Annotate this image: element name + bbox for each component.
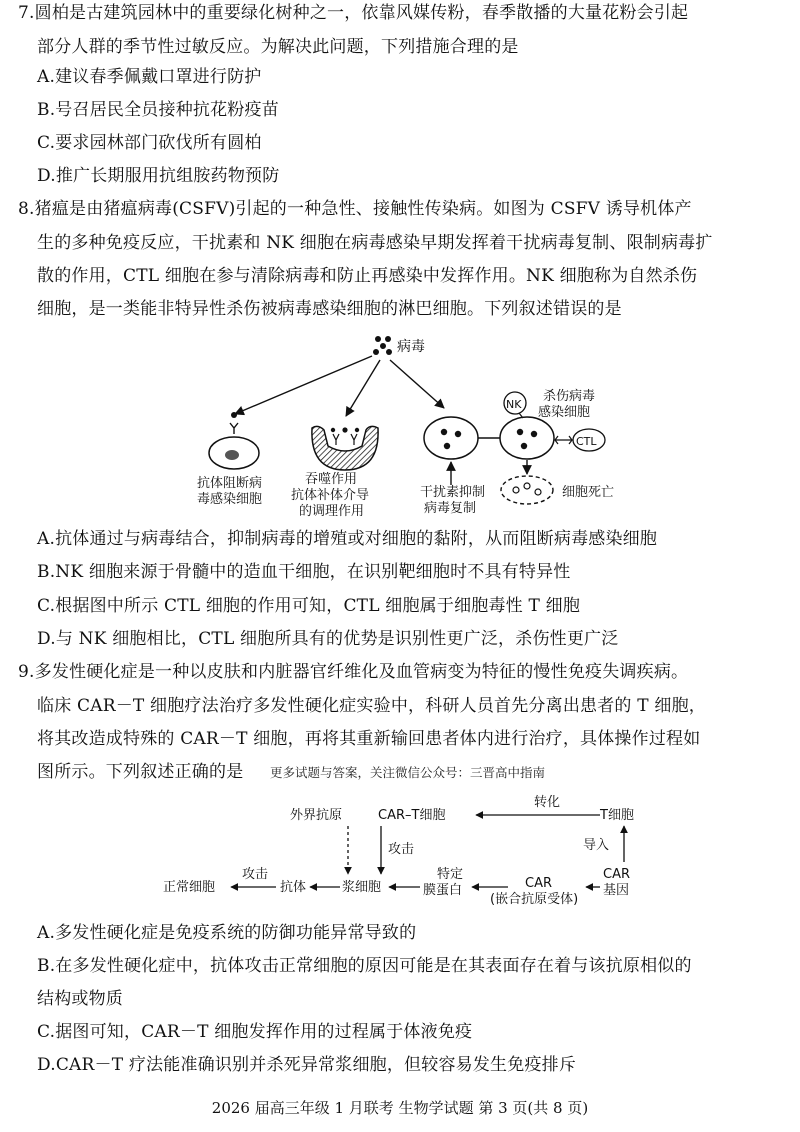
external-antigen-label: 外界抗原 (290, 808, 343, 823)
import-label: 导入 (583, 838, 610, 853)
car-gene-label (603, 867, 634, 898)
antibody-label-line-2: 毒感染细胞 (197, 492, 263, 507)
car-t-cell-label: CAR–T细胞 (378, 808, 446, 823)
membrane-protein-line-2: 膜蛋白 (423, 883, 463, 898)
q8-option-a: A.抗体通过与病毒结合，抑制病毒的增殖或对细胞的黏附，从而阻断病毒感染细胞 (37, 529, 658, 549)
plasma-cell-label: 浆细胞 (342, 880, 382, 895)
interferon-label (420, 484, 489, 516)
arrow-to-infected-cell (390, 360, 444, 408)
antibody-icon (230, 412, 238, 434)
q7-stem-line-2: 部分人群的季节性过敏反应。为解决此问题，下列措施合理的是 (37, 37, 519, 57)
attack-left-label: 攻击 (242, 867, 269, 882)
watermark-text: 更多试题与答案，关注微信公众号：三晋高中指南 (270, 765, 546, 780)
car-t-diagram (163, 795, 634, 907)
ctl-contact-icon (555, 436, 572, 444)
car-label: CAR (525, 876, 553, 891)
q7-option-c: C.要求园林部门砍伐所有圆柏 (37, 133, 262, 153)
antibody-label (197, 475, 266, 507)
interferon-label-line-1: 干扰素抑制 (420, 485, 486, 500)
q9-option-d: D.CAR－T 疗法能准确识别并杀死异常浆细胞，但较容易发生免疫排斥 (37, 1055, 577, 1075)
q9-stem-line-1: 9.多发性硬化症是一种以皮肤和内脏器官纤维化及血管病变为特征的慢性免疫失调疾病。 (18, 662, 689, 682)
q8-stem-line-3: 散的作用，CTL 细胞在参与清除病毒和防止再感染中发挥作用。NK 细胞称为自然杀伤 (37, 266, 698, 286)
virus-icon (373, 336, 392, 355)
infected-cell-icon (424, 417, 478, 459)
q9-option-c: C.据图可知，CAR－T 细胞发挥作用的过程属于体液免疫 (37, 1022, 473, 1042)
transform-label: 转化 (534, 795, 561, 810)
membrane-protein-label (423, 866, 467, 898)
nucleus-icon (225, 450, 239, 460)
nk-kill-label-line-1: 杀伤病毒 (543, 389, 596, 404)
q8-stem-line-2: 生的多种免疫反应，干扰素和 NK 细胞在病毒感染早期发挥着干扰病毒复制、限制病毒扩 (37, 233, 713, 253)
arrow-to-phagocyte (346, 360, 380, 416)
q7-option-b: B.号召居民全员接种抗花粉疫苗 (37, 100, 279, 120)
attack-right-label: 攻击 (388, 842, 415, 857)
nk-kill-label (538, 388, 599, 420)
q9-option-b-cont: 结构或物质 (37, 989, 123, 1009)
interferon-label-line-2: 病毒复制 (424, 501, 477, 516)
antibody-node-label: 抗体 (280, 880, 307, 895)
q9-stem-line-3: 将其改造成特殊的 CAR－T 细胞，再将其重新输回患者体内进行治疗，具体操作过程如 (37, 729, 701, 749)
membrane-protein-line-1: 特定 (437, 867, 464, 882)
virus-label: 病毒 (397, 339, 425, 355)
q9-stem-line-2: 临床 CAR－T 细胞疗法治疗多发性硬化症实验中，科研人员首先分离出患者的 T 细胞， (37, 696, 706, 716)
page-footer: 2026 届高三年级 1 月联考 生物学试题 第 3 页(共 8 页) (211, 1099, 589, 1117)
q8-option-d: D.与 NK 细胞相比，CTL 细胞所具有的优势是识别性更广泛，杀伤性更广泛 (37, 629, 619, 649)
q7-option-a: A.建议春季佩戴口罩进行防护 (37, 67, 262, 87)
antibody-label-line-1: 抗体阻断病 (197, 476, 263, 491)
q8-option-b: B.NK 细胞来源于骨髓中的造血干细胞，在识别靶细胞时不具有特异性 (37, 562, 571, 582)
q9-option-a: A.多发性硬化症是免疫系统的防御功能异常导致的 (37, 923, 417, 943)
car-gene-line-1: CAR (603, 867, 631, 882)
arrow-to-antibody (235, 356, 372, 414)
ctl-label: CTL (576, 435, 597, 448)
q8-option-c: C.根据图中所示 CTL 细胞的作用可知，CTL 细胞属于细胞毒性 T 细胞 (37, 596, 581, 616)
phagocyte-icon (312, 426, 378, 470)
cell-death-label: 细胞死亡 (562, 485, 615, 500)
phagocyte-label-line-2: 抗体补体介导 (291, 488, 370, 503)
car-gene-line-2: 基因 (603, 883, 630, 898)
q9-stem-line-4: 图所示。下列叙述正确的是 (37, 762, 244, 782)
normal-cell-label: 正常细胞 (163, 880, 216, 895)
target-cell-icon (500, 417, 554, 459)
phagocyte-label-line-1: 吞噬作用 (305, 472, 358, 487)
nk-label: NK (506, 398, 522, 411)
dead-cell-icon (501, 476, 553, 504)
nk-kill-label-line-2: 感染细胞 (538, 405, 591, 420)
phagocyte-label-line-3: 的调理作用 (299, 504, 365, 519)
q7-stem-line-1: 7.圆柏是古建筑园林中的重要绿化树种之一，依靠风媒传粉，春季散播的大量花粉会引起 (18, 3, 689, 23)
q8-stem-line-1: 8.猪瘟是由猪瘟病毒(CSFV)引起的一种急性、接触性传染病。如图为 CSFV 诱导机体产 (18, 199, 692, 219)
q8-stem-line-4: 细胞，是一类能非特异性杀伤被病毒感染细胞的淋巴细胞。下列叙述错误的是 (37, 299, 622, 319)
t-cell-label: T细胞 (600, 808, 634, 823)
q9-option-b: B.在多发性硬化症中，抗体攻击正常细胞的原因可能是在其表面存在着与该抗原相似的 (37, 956, 692, 976)
phagocyte-label (291, 472, 373, 519)
car-sub-label: (嵌合抗原受体) (490, 892, 579, 907)
q7-option-d: D.推广长期服用抗组胺药物预防 (37, 166, 280, 186)
